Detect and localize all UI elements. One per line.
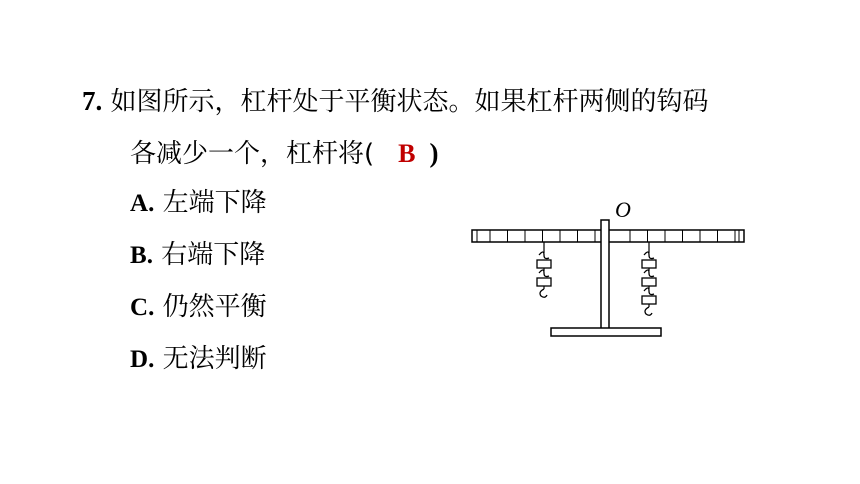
option-c[interactable]: C. 仍然平衡: [130, 292, 267, 322]
answer-mark: B: [398, 139, 416, 168]
left-hook-weights: [537, 242, 551, 297]
hook-weight: [642, 260, 656, 268]
option-letter: C: [130, 294, 149, 321]
option-text: 无法判断: [162, 344, 267, 374]
pivot-label: O: [615, 197, 631, 222]
hook-weight: [642, 278, 656, 286]
question-text-2: 各减少一个，杠杆将(: [130, 139, 375, 169]
option-letter: D: [130, 346, 149, 373]
option-b[interactable]: B. 右端下降: [130, 240, 266, 270]
option-text: 右端下降: [161, 240, 266, 270]
right-hook-weights: [642, 242, 656, 315]
question-text-1: 如图所示，杠杆处于平衡状态。如果杠杆两侧的钩码: [110, 87, 709, 117]
hook-weight: [537, 260, 551, 268]
question-number: 7: [82, 86, 96, 116]
option-letter: A: [130, 190, 149, 217]
option-text: 左端下降: [162, 188, 267, 218]
question-line-2: [130, 136, 439, 171]
option-a[interactable]: A. 左端下降: [130, 188, 267, 218]
option-letter: B: [130, 242, 147, 269]
close-paren: ): [429, 138, 439, 168]
hook-weight: [642, 296, 656, 304]
hook-weight: [537, 278, 551, 286]
option-d[interactable]: D. 无法判断: [130, 344, 267, 374]
question-line-1: 7. 如图所示，杠杆处于平衡状态。如果杠杆两侧的钩码: [82, 86, 709, 117]
lever-diagram: [462, 195, 762, 345]
option-text: 仍然平衡: [162, 292, 267, 322]
